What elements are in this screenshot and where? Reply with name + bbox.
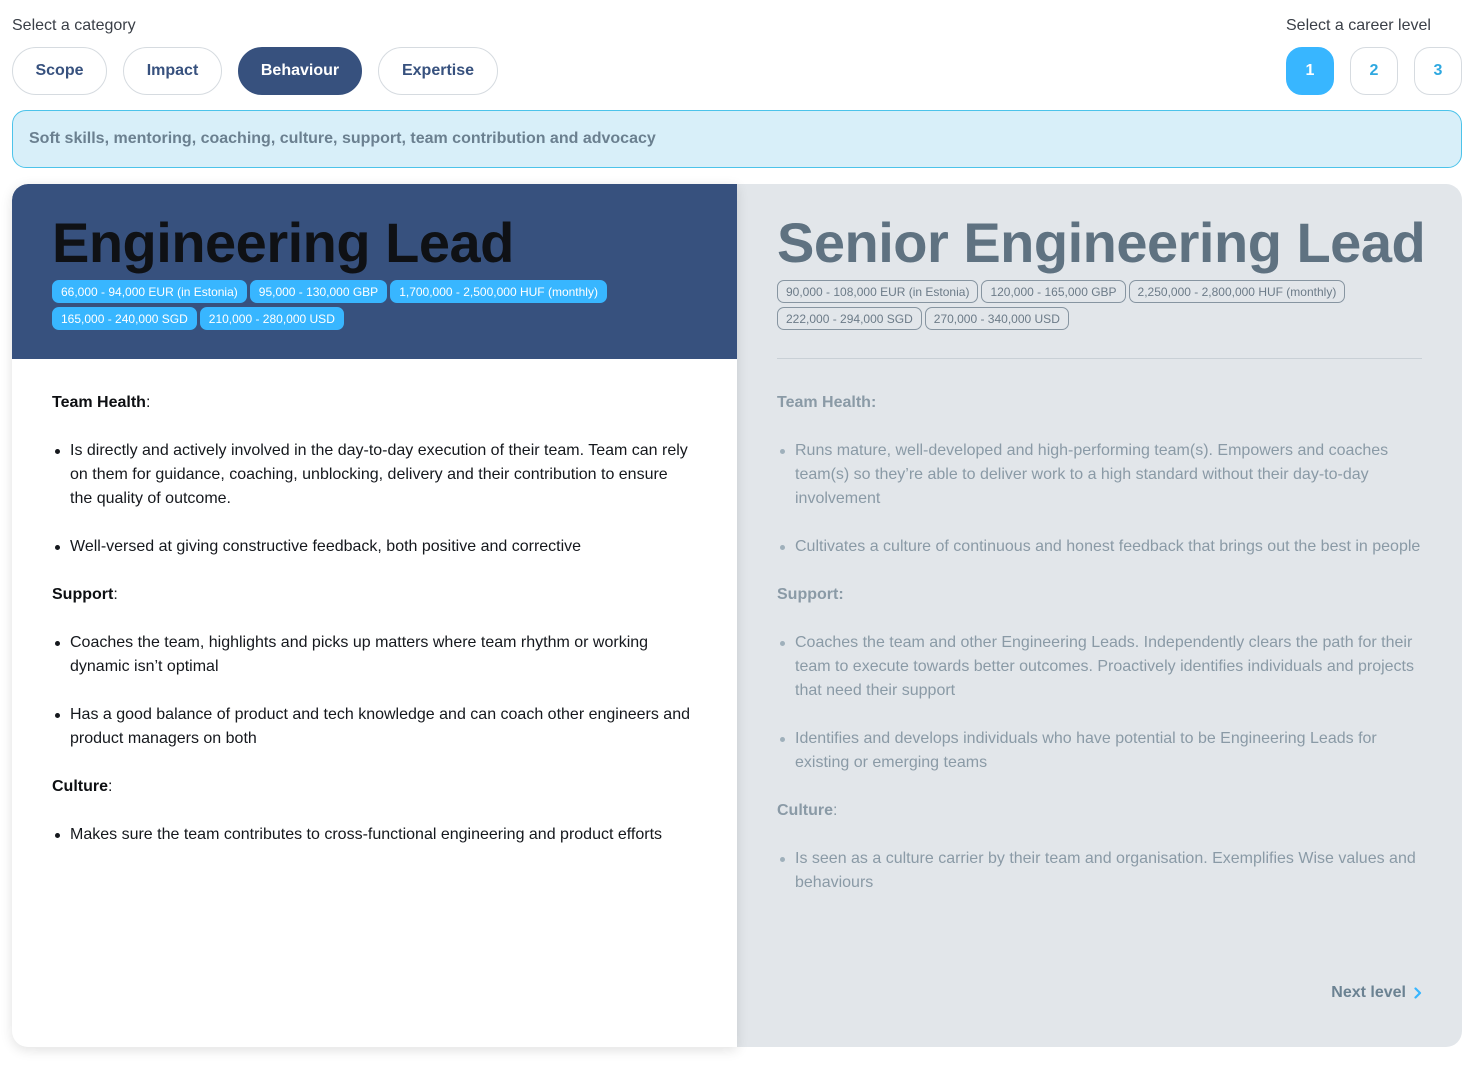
section-heading-label: Support:: [777, 586, 844, 603]
list-item: Makes sure the team contributes to cross-functional engineering and product efforts: [52, 823, 692, 847]
list-item: Cultivates a culture of continuous and honest feedback that brings out the best in people: [777, 535, 1422, 559]
current-role-header: [12, 184, 737, 359]
next-level-label: Next level: [1331, 984, 1406, 1001]
salary-pill: 222,000 - 294,000 SGD: [777, 307, 922, 330]
section-heading-suffix: :: [108, 778, 113, 795]
section-heading-suffix: :: [833, 802, 838, 819]
list-item: Is directly and actively involved in the day-to-day execution of their team. Team can rely on them for guidance, coaching, unblocking, delivery and their contribution to ensure the quality of outcome.: [52, 439, 692, 511]
list-item: Coaches the team and other Engineering Leads. Independently clears the path for their team to execute towards better outcomes. Proactively identifies individuals and projects that need their support: [777, 631, 1422, 703]
category-button-impact[interactable]: Impact: [123, 47, 222, 95]
salary-pill: 210,000 - 280,000 USD: [200, 307, 344, 330]
salary-pill: 1,700,000 - 2,500,000 HUF (monthly): [390, 280, 607, 303]
list-item: Has a good balance of product and tech knowledge and can coach other engineers and product managers on both: [52, 703, 692, 751]
section-heading-label: Culture: [777, 802, 833, 819]
salary-pill: 165,000 - 240,000 SGD: [52, 307, 197, 330]
section-list: [777, 631, 1422, 775]
section-heading: [52, 775, 692, 799]
next-role-salary-list: [777, 280, 1427, 330]
next-role-card: [737, 184, 1462, 1047]
career-level-button-2[interactable]: 2: [1350, 47, 1398, 95]
next-role-body: [777, 391, 1422, 919]
section-heading: [777, 583, 1422, 607]
salary-pill: 270,000 - 340,000 USD: [925, 307, 1069, 330]
section-heading-label: Team Health:: [777, 394, 877, 411]
section-heading: [52, 391, 692, 415]
section-heading-label: Team Health: [52, 394, 146, 411]
salary-pill: 95,000 - 130,000 GBP: [250, 280, 387, 303]
section-heading-label: Support: [52, 586, 114, 603]
category-heading: Select a category: [12, 17, 136, 34]
next-level-link[interactable]: [1331, 984, 1422, 1002]
career-level-heading: Select a career level: [1286, 17, 1431, 34]
salary-pill: 90,000 - 108,000 EUR (in Estonia): [777, 280, 978, 303]
section-list: [52, 631, 692, 751]
chevron-right-icon: [1414, 987, 1422, 999]
section-heading: [52, 583, 692, 607]
header-divider: [777, 358, 1422, 359]
salary-pill: 66,000 - 94,000 EUR (in Estonia): [52, 280, 247, 303]
current-role-salary-list: [52, 280, 702, 330]
list-item: Identifies and develops individuals who have potential to be Engineering Leads for existing or emerging teams: [777, 727, 1422, 775]
list-item: Is seen as a culture carrier by their team and organisation. Exemplifies Wise values and behaviours: [777, 847, 1422, 895]
current-role-title: Engineering Lead: [52, 211, 514, 274]
section-heading-label: Culture: [52, 778, 108, 795]
category-button-behaviour[interactable]: Behaviour: [238, 47, 362, 95]
career-level-button-3[interactable]: 3: [1414, 47, 1462, 95]
section-list: [777, 847, 1422, 895]
section-heading: [777, 391, 1422, 415]
career-level-button-1[interactable]: 1: [1286, 47, 1334, 95]
section-heading: [777, 799, 1422, 823]
category-description: Soft skills, mentoring, coaching, culture, support, team contribution and advocacy: [12, 110, 1462, 168]
current-role-card: [12, 184, 737, 1047]
list-item: Runs mature, well-developed and high-performing team(s). Empowers and coaches team(s) so they’re able to deliver work to a high standard without their day-to-day involvement: [777, 439, 1422, 511]
section-list: [52, 439, 692, 559]
section-list: [777, 439, 1422, 559]
next-role-title: Senior Engineering Lead: [777, 211, 1426, 274]
salary-pill: 120,000 - 165,000 GBP: [981, 280, 1125, 303]
current-role-body: [52, 391, 692, 871]
category-button-scope[interactable]: Scope: [12, 47, 107, 95]
category-button-expertise[interactable]: Expertise: [378, 47, 498, 95]
section-list: [52, 823, 692, 847]
salary-pill: 2,250,000 - 2,800,000 HUF (monthly): [1129, 280, 1346, 303]
section-heading-suffix: :: [113, 586, 118, 603]
section-heading-suffix: :: [145, 394, 151, 411]
list-item: Coaches the team, highlights and picks up matters where team rhythm or working dynamic isn’t optimal: [52, 631, 692, 679]
list-item: Well-versed at giving constructive feedback, both positive and corrective: [52, 535, 692, 559]
